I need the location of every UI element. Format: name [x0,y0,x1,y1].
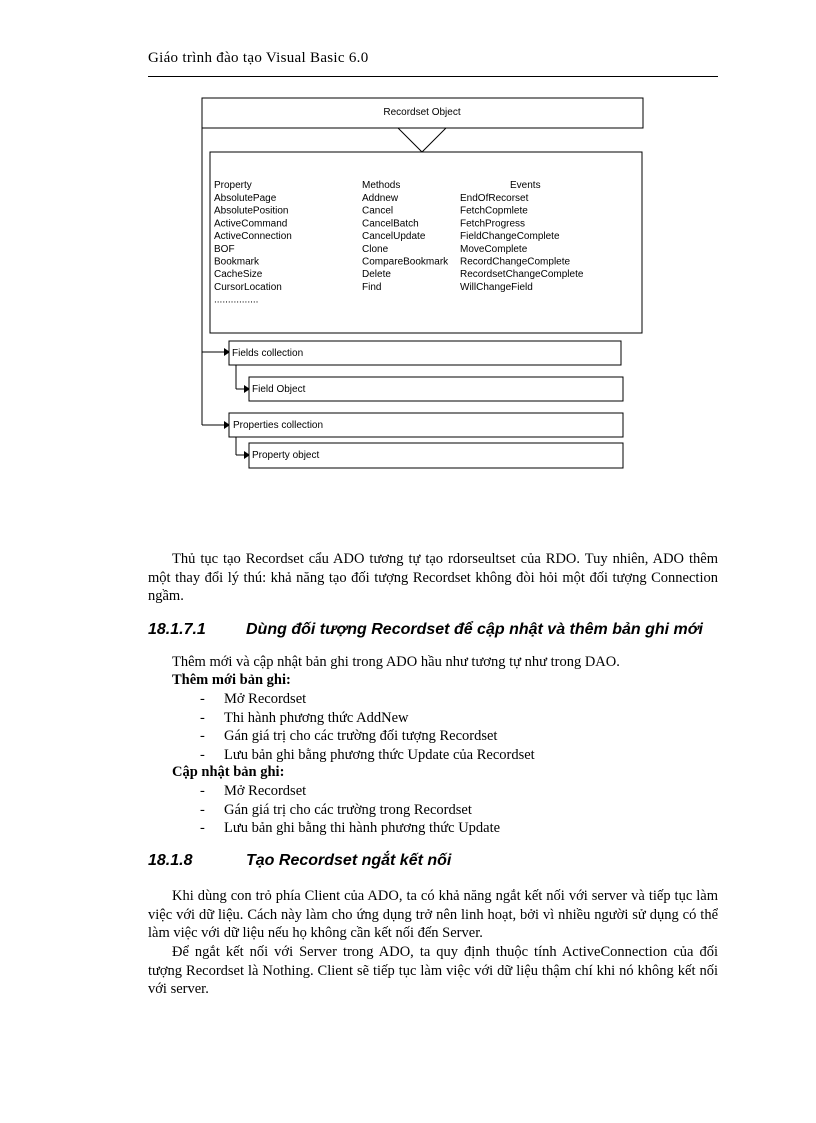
col-header-property: Property [214,180,252,191]
property-item: CacheSize [214,269,263,281]
event-item: FieldChangeComplete [460,231,560,243]
recordset-object-diagram [0,0,816,520]
event-item: WillChangeField [460,281,533,293]
list-item [200,746,535,765]
property-item: CursorLocation [214,281,282,293]
property-object-label: Property object [252,450,320,461]
property-item: BOF [214,243,235,255]
event-item: RecordsetChangeComplete [460,269,584,281]
property-item: ................ [214,294,259,306]
method-item: Cancel [362,205,394,217]
section-heading-18-1-7-1 [148,621,703,639]
list-item [200,690,535,709]
add-record-label: Thêm mới bản ghi: [172,672,291,688]
section-number: 18.1.8 [148,852,193,869]
event-item: FetchCopmlete [460,205,528,217]
list-item-text: Mở Recordset [224,783,307,799]
list-item [200,819,500,838]
method-item: Addnew [362,193,399,204]
field-object-label: Field Object [252,384,306,395]
properties-collection-label: Properties collection [233,420,324,431]
recordset-object-label: Recordset Object [383,107,461,118]
method-item: CancelUpdate [362,231,426,243]
method-item: Clone [362,243,389,255]
section-2-paragraph-2-text: Để ngắt kết nối với Server trong ADO, ta quy định thuộc tính ActiveConnection của đối tượng Recordset là Nothing. Client sẽ tiếp tục làm việc với dữ liệu thậm chí khi nó không kết nối với server. [148,944,718,997]
section-2-paragraph-2 [148,943,718,999]
event-item: FetchProgress [460,218,526,230]
section-heading-18-1-8 [148,852,451,870]
list-item-text: Lưu bản ghi bằng phương thức Update của Recordset [224,746,535,763]
list-item-text: Gán giá trị cho các trường đối tượng Recordset [224,728,498,744]
list-item-text: Lưu bản ghi bằng thi hành phương thức Update [224,820,501,836]
update-steps-list [200,782,500,838]
list-item-text: Mở Recordset [224,691,307,707]
dash-bullet: - [200,746,205,763]
method-item: CompareBookmark [362,256,449,268]
list-item [200,801,500,820]
fields-collection-label: Fields collection [232,348,304,359]
section-2-paragraph-1 [148,887,718,943]
method-item: Delete [362,269,391,281]
add-steps-list [200,690,535,764]
intro-paragraph-text: Thủ tục tạo Recordset cẩu ADO tương tự tạo rdorseultset của RDO. Tuy nhiên, ADO thêm một thay đổi lý thú: khả năng tạo đối tượng Recordset không đòi hỏi một đối tượng Connection ngầm. [148,551,718,604]
event-item: RecordChangeComplete [460,256,571,268]
list-item [200,727,535,746]
dash-bullet: - [200,728,205,744]
method-item: CancelBatch [362,218,419,230]
property-item: ActiveConnection [214,231,292,243]
dash-bullet: - [200,691,205,707]
section-2-paragraph-1-text: Khi dùng con trỏ phía Client của ADO, ta có khả năng ngắt kết nối với server và tiếp tục làm việc với dữ liệu. Cách này làm cho ứng dụng trở nên linh hoạt, bởi vì nhiều người sử dụng có thể làm việc với dữ liệu nếu họ không cần kết nối đến Server. [148,888,718,941]
section-title: Dùng đối tượng Recordset để cập nhật và thêm bản ghi mới [246,621,703,638]
dash-bullet: - [200,820,205,836]
property-item: Bookmark [214,256,260,268]
event-item: MoveComplete [460,243,528,255]
update-record-label: Cập nhật bản ghi: [172,764,285,780]
section-number: 18.1.7.1 [148,621,206,638]
intro-paragraph [148,550,718,606]
page-header-title: Giáo trình đào tạo Visual Basic 6.0 [148,50,369,66]
list-item [200,782,500,801]
event-item: EndOfRecorset [460,193,529,204]
method-item: Find [362,281,382,293]
property-item: ActiveCommand [214,218,288,230]
dash-bullet: - [200,783,205,799]
dash-bullet: - [200,801,205,818]
list-item [200,709,535,728]
section-title: Tạo Recordset ngắt kết nối [246,852,452,869]
property-item: AbsolutePage [214,193,277,204]
col-header-methods: Methods [362,180,401,191]
list-item-text: Thi hành phương thức AddNew [224,709,409,726]
list-item-text: Gán giá trị cho các trường trong Recordset [224,801,472,818]
section-1-intro: Thêm mới và cập nhật bản ghi trong ADO hầu như tương tự như trong DAO. [172,654,620,670]
dash-bullet: - [200,709,205,726]
down-arrow-icon [398,128,446,152]
property-item: AbsolutePosition [214,205,289,217]
col-header-events: Events [510,180,541,191]
members-box [210,152,642,333]
